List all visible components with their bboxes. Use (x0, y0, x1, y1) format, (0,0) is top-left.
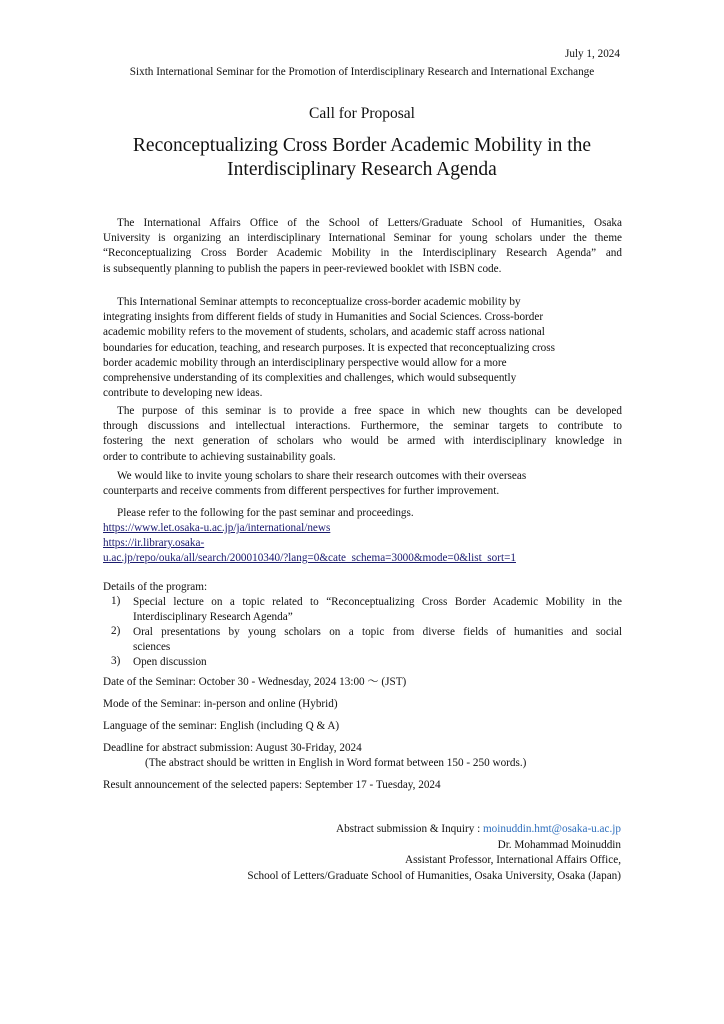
main-title-line-1: Reconceptualizing Cross Border Academic Mobility in the (132, 135, 592, 156)
program-item-line: Oral presentations by young scholars on a topic from diverse fields of humanities and social (133, 626, 622, 638)
text-line: “Reconceptualizing Cross Border Academic Mobility in the Interdisciplinary Research Agenda” and (103, 247, 622, 260)
text-line: academic mobility refers to the movement of students, scholars, and academic staff across national (103, 326, 545, 339)
text-line: The purpose of this seminar is to provide a free space in which new thoughts can be developed (117, 405, 622, 417)
text-line: The International Affairs Office of the School of Letters/Graduate School of Humanities, Osaka (117, 217, 622, 229)
text-line: boundaries for education, teaching, and research purposes. It is expected that reconceptualizing cross (103, 341, 555, 354)
text-line: fostering the next generation of scholars who would be armed with interdisciplinary knowledge in (103, 435, 622, 448)
event-title: Sixth International Seminar for the Promotion of Interdisciplinary Research and International Exchange (129, 66, 595, 78)
document-date: July 1, 2024 (564, 48, 620, 60)
contact-label: Abstract submission & Inquiry : (336, 823, 481, 835)
text-line: University is organizing an interdisciplinary International Seminar for young scholars under the theme (103, 232, 622, 245)
seminar-date: Date of the Seminar: October 30 - Wednesday, 2024 13:00 ～ (JST) (103, 676, 407, 688)
contact-name: Dr. Mohammad Moinuddin (497, 838, 621, 851)
program-item (133, 625, 622, 655)
past-seminar-link[interactable]: https://www.let.osaka-u.ac.jp/ja/international/news (103, 522, 331, 534)
program-item-line: sciences (133, 641, 171, 653)
refer-text: Please refer to the following for the past seminar and proceedings. (117, 507, 414, 519)
seminar-language: Language of the seminar: English (including Q & A) (103, 720, 340, 732)
text-line: integrating insights from different fields of study in Humanities and Social Sciences. Cross-border (103, 311, 544, 324)
text-line: is subsequently planning to publish the papers in peer-reviewed booklet with ISBN code. (103, 262, 502, 275)
contact-affiliation: School of Letters/Graduate School of Humanities, Osaka University, Osaka (Japan) (247, 869, 621, 882)
paragraph-purpose (103, 404, 622, 465)
text-line: order to contribute to achieving sustainability goals. (103, 450, 336, 463)
program-item-line: Open discussion (133, 656, 207, 668)
program-item (133, 655, 622, 670)
text-line: This International Seminar attempts to reconceptualize cross-border academic mobility by (117, 296, 521, 308)
program-item-number: 2) (111, 625, 121, 637)
program-item-line: Interdisciplinary Research Agenda” (133, 611, 293, 623)
program-item (133, 595, 622, 625)
paragraph-objective (103, 295, 622, 401)
abstract-deadline: Deadline for abstract submission: August 30-Friday, 2024 (103, 742, 362, 754)
contact-position: Assistant Professor, International Affairs Office, (404, 854, 621, 866)
paragraph-intro (103, 216, 622, 277)
abstract-deadline-note: (The abstract should be written in English in Word format between 150 - 250 words.) (145, 757, 527, 769)
program-item-number: 1) (111, 595, 121, 607)
contact-block (247, 822, 621, 884)
text-line: We would like to invite young scholars to share their research outcomes with their overseas (117, 470, 527, 482)
call-for-proposal-heading: Call for Proposal (309, 105, 415, 122)
text-line: border academic mobility through an interdisciplinary perspective would allow for a more (103, 356, 507, 369)
text-line: counterparts and receive comments from different perspectives for further improvement. (103, 485, 500, 498)
proceedings-link-part-1[interactable]: https://ir.library.osaka- (103, 537, 205, 549)
text-line: contribute to developing new ideas. (103, 387, 263, 400)
contact-email-link[interactable]: moinuddin.hmt@osaka-u.ac.jp (482, 823, 621, 835)
proceedings-link-part-2[interactable]: u.ac.jp/repo/ouka/all/search/200010340/?lang=0&cate_schema=3000&mode=0&list_sort=1 (103, 552, 516, 564)
program-item-line: Special lecture on a topic related to “Reconceptualizing Cross Border Academic Mobility in the (133, 596, 622, 608)
seminar-mode: Mode of the Seminar: in-person and online (Hybrid) (103, 698, 338, 710)
main-title-line-2: Interdisciplinary Research Agenda (227, 159, 497, 180)
main-title (0, 134, 724, 182)
contact-inquiry-line (247, 822, 621, 838)
program-heading: Details of the program: (103, 581, 208, 593)
text-line: comprehensive understanding of its complexities and challenges, which would subsequently (103, 372, 517, 385)
paragraph-invitation (103, 469, 622, 499)
text-line: through discussions and intellectual interactions. Furthermore, the seminar targets to contribute to (103, 420, 622, 433)
program-item-number: 3) (111, 655, 121, 667)
result-announcement: Result announcement of the selected papers: September 17 - Tuesday, 2024 (103, 779, 441, 791)
